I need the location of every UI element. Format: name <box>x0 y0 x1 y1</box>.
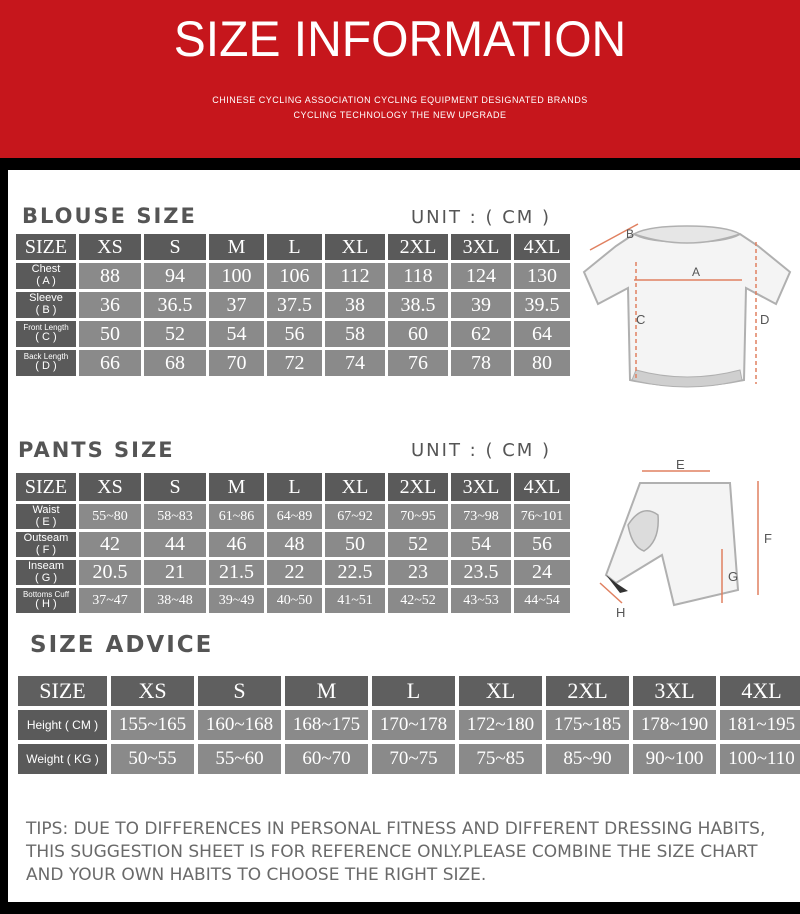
pants-header-m: M <box>209 473 264 501</box>
header-subtitle-2: CYCLING TECHNOLOGY THE NEW UPGRADE <box>293 110 507 120</box>
blouse-cell: 72 <box>267 350 322 376</box>
pants-header-l: L <box>267 473 322 501</box>
advice-row-label: Weight ( KG ) <box>18 744 107 774</box>
advice-cell: 75~85 <box>459 744 542 774</box>
diagram-label-c: C <box>636 312 646 327</box>
pants-cell: 46 <box>209 532 264 557</box>
advice-cell: 50~55 <box>111 744 194 774</box>
pants-cell: 58~83 <box>144 504 206 529</box>
tips-text: TIPS: DUE TO DIFFERENCES IN PERSONAL FITNESS AND DIFFERENT DRESSING HABITS, THIS SUGGESTION SHEET IS FOR REFERENCE ONLY.PLEASE COMBINE THE SIZE CHART AND YOUR OWN HABITS TO CHOOSE THE RIGHT SIZE. <box>26 819 766 885</box>
pants-row-code: ( H ) <box>35 597 57 610</box>
blouse-header-xl: XL <box>325 234 385 260</box>
blouse-row-code: ( D ) <box>35 360 57 373</box>
pants-cell: 42 <box>79 532 141 557</box>
pants-section-title: PANTS SIZE <box>18 438 175 462</box>
advice-header-2xl: 2XL <box>546 676 629 706</box>
pants-cell: 73~98 <box>451 504 511 529</box>
pants-cell: 20.5 <box>79 560 141 585</box>
diagram-label-b: B <box>626 227 635 241</box>
blouse-cell: 78 <box>451 350 511 376</box>
advice-header-xs: XS <box>111 676 194 706</box>
blouse-cell: 38 <box>325 292 385 318</box>
pants-cell: 48 <box>267 532 322 557</box>
advice-cell: 90~100 <box>633 744 716 774</box>
advice-row-label: Height ( CM ) <box>18 710 107 740</box>
blouse-unit-label: UNIT : ( CM ) <box>411 207 552 228</box>
advice-header-size: SIZE <box>18 676 107 706</box>
pants-cell: 52 <box>388 532 448 557</box>
header-banner <box>0 0 800 158</box>
blouse-cell: 112 <box>325 263 385 289</box>
blouse-cell: 62 <box>451 321 511 347</box>
pants-header-xs: XS <box>79 473 141 501</box>
jersey-outline <box>584 234 790 386</box>
pants-cell: 41~51 <box>325 588 385 613</box>
advice-cell: 175~185 <box>546 710 629 740</box>
advice-cell: 155~165 <box>111 710 194 740</box>
blouse-cell: 52 <box>144 321 206 347</box>
diagram-label-a: A <box>692 265 701 279</box>
pants-row-code: ( F ) <box>35 543 57 556</box>
pants-row-label <box>16 532 76 557</box>
blouse-section-title: BLOUSE SIZE <box>22 204 197 228</box>
pants-cell: 39~49 <box>209 588 264 613</box>
pants-row-name: Outseam <box>23 532 69 544</box>
blouse-row-code: ( B ) <box>35 304 57 316</box>
blouse-cell: 58 <box>325 321 385 347</box>
advice-header-3xl: 3XL <box>633 676 716 706</box>
advice-cell: 170~178 <box>372 710 455 740</box>
pants-cell: 61~86 <box>209 504 264 529</box>
blouse-cell: 80 <box>514 350 570 376</box>
pants-cell: 56 <box>514 532 570 557</box>
pants-row-code: ( G ) <box>35 571 57 584</box>
advice-cell: 172~180 <box>459 710 542 740</box>
pants-cell: 76~101 <box>514 504 570 529</box>
pants-cell: 42~52 <box>388 588 448 613</box>
advice-header-4xl: 4XL <box>720 676 800 706</box>
pants-size-table <box>16 473 570 613</box>
blouse-cell: 39.5 <box>514 292 570 318</box>
blouse-cell: 88 <box>79 263 141 289</box>
pants-unit-label: UNIT : ( CM ) <box>411 440 552 461</box>
advice-cell: 160~168 <box>198 710 281 740</box>
blouse-cell: 36 <box>79 292 141 318</box>
blouse-row-name: Back Length <box>23 352 69 362</box>
diagram-label-f: F <box>764 531 772 546</box>
blouse-cell: 38.5 <box>388 292 448 318</box>
blouse-row-code: ( A ) <box>36 275 56 287</box>
pants-row-code: ( E ) <box>35 515 57 528</box>
blouse-header-s: S <box>144 234 206 260</box>
diagram-label-h: H <box>616 605 626 620</box>
advice-cell: 70~75 <box>372 744 455 774</box>
pants-cell: 43~53 <box>451 588 511 613</box>
advice-cell: 60~70 <box>285 744 368 774</box>
pants-cell: 64~89 <box>267 504 322 529</box>
blouse-cell: 100 <box>209 263 264 289</box>
advice-cell: 178~190 <box>633 710 716 740</box>
pants-row-name: Waist <box>32 504 60 516</box>
header-subtitle-1: CHINESE CYCLING ASSOCIATION CYCLING EQUIPMENT DESIGNATED BRANDS <box>212 95 588 105</box>
shorts-outline <box>606 483 738 605</box>
blouse-header-m: M <box>209 234 264 260</box>
diagram-label-d: D <box>760 312 770 327</box>
pants-header-3xl: 3XL <box>451 473 511 501</box>
pants-header-s: S <box>144 473 206 501</box>
pants-cell: 22 <box>267 560 322 585</box>
blouse-cell: 56 <box>267 321 322 347</box>
blouse-header-size: SIZE <box>16 234 76 260</box>
blouse-cell: 70 <box>209 350 264 376</box>
blouse-cell: 130 <box>514 263 570 289</box>
pants-cell: 23 <box>388 560 448 585</box>
blouse-size-table <box>16 234 570 376</box>
advice-cell: 181~195 <box>720 710 800 740</box>
advice-cell: 168~175 <box>285 710 368 740</box>
blouse-cell: 50 <box>79 321 141 347</box>
pants-cell: 55~80 <box>79 504 141 529</box>
blouse-row-name: Front Length <box>23 323 69 333</box>
jersey-diagram <box>576 212 796 397</box>
blouse-cell: 37.5 <box>267 292 322 318</box>
pants-row-label <box>16 560 76 585</box>
blouse-cell: 68 <box>144 350 206 376</box>
blouse-cell: 64 <box>514 321 570 347</box>
pants-cell: 37~47 <box>79 588 141 613</box>
advice-header-l: L <box>372 676 455 706</box>
blouse-header-4xl: 4XL <box>514 234 570 260</box>
pants-cell: 67~92 <box>325 504 385 529</box>
advice-cell: 55~60 <box>198 744 281 774</box>
blouse-row-name: Sleeve <box>29 292 63 305</box>
advice-header-m: M <box>285 676 368 706</box>
diagram-label-e: E <box>676 457 685 472</box>
blouse-header-l: L <box>267 234 322 260</box>
blouse-cell: 54 <box>209 321 264 347</box>
shorts-diagram <box>588 455 788 620</box>
blouse-cell: 39 <box>451 292 511 318</box>
pants-cell: 22.5 <box>325 560 385 585</box>
blouse-row-label <box>16 350 76 376</box>
blouse-row-name: Chest <box>31 263 61 276</box>
pants-row-name: Inseam <box>27 560 65 572</box>
advice-header-s: S <box>198 676 281 706</box>
pants-row-label <box>16 504 76 529</box>
size-advice-table <box>18 676 800 774</box>
pants-cell: 44~54 <box>514 588 570 613</box>
blouse-cell: 106 <box>267 263 322 289</box>
pants-header-2xl: 2XL <box>388 473 448 501</box>
advice-header-xl: XL <box>459 676 542 706</box>
advice-cell: 85~90 <box>546 744 629 774</box>
blouse-header-xs: XS <box>79 234 141 260</box>
blouse-cell: 74 <box>325 350 385 376</box>
blouse-row-label <box>16 292 76 318</box>
pants-cell: 23.5 <box>451 560 511 585</box>
diagram-label-g: G <box>728 569 739 584</box>
pants-header-xl: XL <box>325 473 385 501</box>
pants-cell: 21 <box>144 560 206 585</box>
pants-cell: 38~48 <box>144 588 206 613</box>
pants-cell: 24 <box>514 560 570 585</box>
blouse-header-2xl: 2XL <box>388 234 448 260</box>
blouse-cell: 36.5 <box>144 292 206 318</box>
page-title: SIZE INFORMATION <box>173 11 627 68</box>
blouse-cell: 37 <box>209 292 264 318</box>
blouse-row-code: ( C ) <box>35 331 57 344</box>
pants-header-4xl: 4XL <box>514 473 570 501</box>
pants-cell: 70~95 <box>388 504 448 529</box>
blouse-cell: 94 <box>144 263 206 289</box>
pants-header-size: SIZE <box>16 473 76 501</box>
pants-cell: 44 <box>144 532 206 557</box>
blouse-cell: 118 <box>388 263 448 289</box>
advice-section-title: SIZE ADVICE <box>30 632 214 658</box>
blouse-cell: 66 <box>79 350 141 376</box>
pants-cell: 21.5 <box>209 560 264 585</box>
blouse-cell: 60 <box>388 321 448 347</box>
pants-cell: 40~50 <box>267 588 322 613</box>
pants-cell: 54 <box>451 532 511 557</box>
blouse-cell: 76 <box>388 350 448 376</box>
blouse-cell: 124 <box>451 263 511 289</box>
pants-row-name: Bottoms Cuff <box>22 589 70 599</box>
pants-row-label <box>16 588 76 613</box>
size-chart-panel <box>8 170 800 902</box>
blouse-row-label <box>16 263 76 289</box>
advice-cell: 100~110 <box>720 744 800 774</box>
pants-cell: 50 <box>325 532 385 557</box>
blouse-header-3xl: 3XL <box>451 234 511 260</box>
blouse-row-label <box>16 321 76 347</box>
